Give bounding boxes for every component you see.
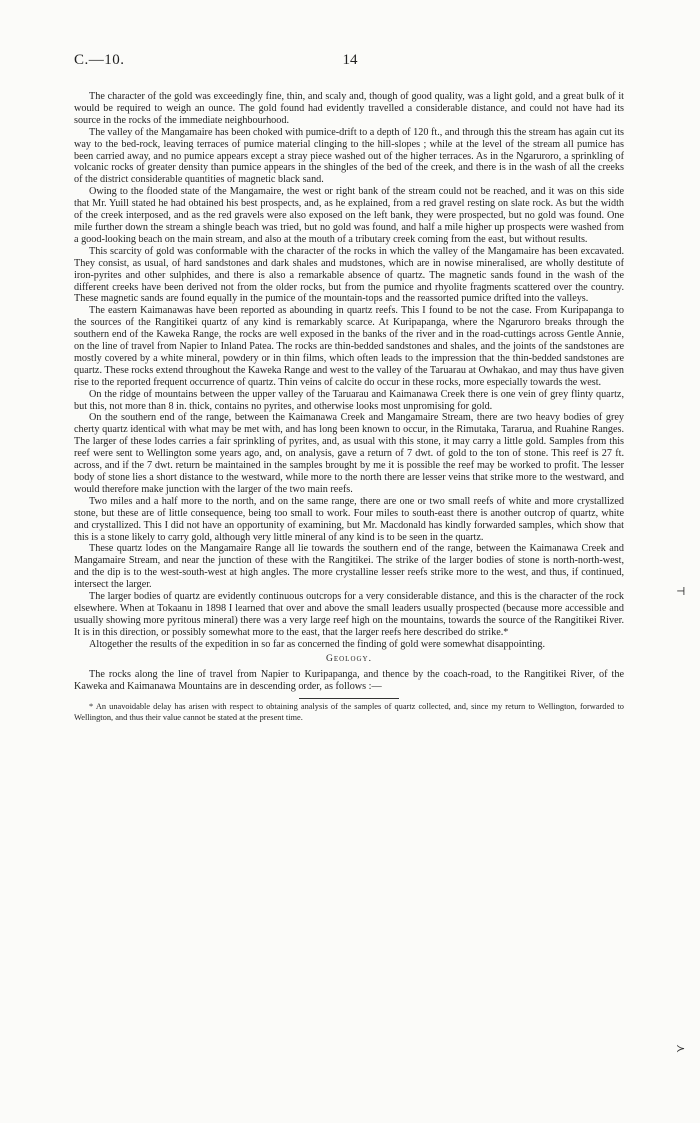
paragraph: Owing to the flooded state of the Mangamaire, the west or right bank of the stream could not be reached, and it was on this side that Mr. Yuill stated he had obtained his best prospects, and, as he explained, from a red gravel resting on slate rock. As but the width of the creek interposed, and as the red gravels were also exposed on the left bank, they were prospected, but no gold was found. One mile further down the stream a shingle beach was tried, but no gold was found, and half a mile higher up prospects were washed from a good-looking beach on the main stream, and also at the mouth of a tributary creek coming from the east, but without results. xyxy=(74,186,624,245)
page-number: 14 xyxy=(342,52,358,68)
paragraph: Altogether the results of the expedition in so far as concerned the finding of gold were somewhat disappointing. xyxy=(89,638,546,650)
paragraph: On the southern end of the range, between the Kaimanawa Creek and Mangamaire Stream, there are two heavy bodies of grey cherty quartz identical with what may be met with, and has long been known to occur, in the Rimutaka, Tararua, and Ruahine Ranges. The larger of these lodes carries a fair sprinkling of pyrites, and, as usual with this stone, it may carry a little gold. Samples from this reef were sent to Wellington some years ago, and, on analysis, gave a return of 7 dwt. of gold to the ton of stone. This reef is 27 ft. across, and if the 7 dwt. return be maintained in the samples brought by me it is possible the reef may be worked to profit. The lesser body of stone lies a short distance to the westward, while more to the north there are lesser veins that strike more to the westward, and would therefore make junction with the larger of the two main reefs. xyxy=(74,412,624,495)
footnote: * An unavoidable delay has arisen with respect to obtaining analysis of the samples of quartz collected, and, since my return to Wellington, forwarded to Wellington, and thus their value cannot be stated at the present time. xyxy=(74,702,624,722)
paragraph: This scarcity of gold was conformable with the character of the rocks in which the valley of the Mangamaire has been excavated. They consist, as usual, of hard sandstones and dark shales and mudstones, which are in nowise mineralised, are wholly destitute of iron-pyrites and other sulphides, and there is also a remarkable absence of quartz. The magnetic sands found in the wash of the different creeks have been derived not from the older rocks, but from the pumice and rhyolite fragments scattered over the country. These magnetic sands are found equally in the pumice of the mountain-tops and the reassorted pumice drifted into the valleys. xyxy=(74,245,624,305)
paragraph: The valley of the Mangamaire has been choked with pumice-drift to a depth of 120 ft., and through this the stream has again cut its way to the bed-rock, leaving terraces of pumice material clinging to the hill-slopes ; while at the level of the stream all pumice has been carried away, and no pumice appears except a stray piece washed out of the higher terraces. As in the Ngaruroro, a sprinkling of volcanic rocks of greater density than pumice appears in the shingles of the bed of the creek, and there is in the wash of all the creeks of the district considerable quantities of magnetic black sand. xyxy=(74,126,624,186)
document-reference: C.—10. xyxy=(74,52,125,68)
paragraph: Two miles and a half more to the north, and on the same range, there are one or two small reefs of white and more crystallized stone, but these are of little consequence, being too small to work. Four miles to south-east there is another outcrop of quartz, white and crystallized. This I did not have an opportunity of examining, but Mr. Macdonald has kindly forwarded samples, which show that this is a stone likely to carry gold, although very little mineral of any kind is to be seen in the quartz. xyxy=(74,495,624,543)
footnote-divider xyxy=(299,698,399,699)
paragraph: These quartz lodes on the Mangamaire Range all lie towards the southern end of the range, between the Kaimanawa Creek and Mangamaire Stream, and near the junction of these with the Rangitikei. The strike of the larger bodies of stone is north-north-west, and the dip is to the west-south-west at high angles. The more crystalline lesser reefs strike more to the west, and thus, if continued, intersect the larger. xyxy=(74,543,624,591)
section-heading: Geology. xyxy=(325,653,372,664)
paragraph: The eastern Kaimanawas have been reported as abounding in quartz reefs. This I found to be not the case. From Kuripapanga to the sources of the Rangitikei quartz of any kind is remarkably scarce. At Kuripapanga, where the Ngaruroro breaks through the southern end of the Kaweka Range, the rocks are well exposed in the banks of the river and in the road-cuttings across Gentle Annie, on the line of travel from Napier to Inland Patea. The rocks are thin-bedded sandstones and shales, and the joints of the sandstones are mostly covered by a white mineral, powdery or in thin films, which often leads to the impression that the thin-bedded sandstones are quartz. These rocks extend throughout the Kaweka Range and west to the valley of the Taruarau at Owhakao, and may thus have given rise to the reported frequent occurrence of quartz. Thin veins of calcite do occur in these rocks, more especially towards the west. xyxy=(74,305,624,388)
paragraph: On the ridge of mountains between the upper valley of the Taruarau and Kaimanawa Creek there is one vein of grey flinty quartz, but this, not more than 8 in. thick, contains no pyrites, and otherwise looks most unpromising for gold. xyxy=(74,388,624,412)
page-body xyxy=(74,91,624,723)
page-header xyxy=(74,52,626,74)
margin-mark: ⊣ xyxy=(676,586,686,598)
paragraph: The larger bodies of quartz are evidently continuous outcrops for a very considerable distance, and this is the character of the rock elsewhere. When at Tokaanu in 1898 I learned that over and above the small leaders usually prospected (because more accessible and usually showing more pyritous mineral) there was a very large reef high on the mountains, towards the source of the Rangitikei River. It is in this direction, or possibly somewhat more to the east, that the larger reefs here described do strike.* xyxy=(74,591,624,638)
margin-mark: ≻ xyxy=(676,1043,686,1055)
paragraph: The character of the gold was exceedingly fine, thin, and scaly and, though of good quality, was a light gold, and a great bulk of it would be required to weigh an ounce. The gold found had evidently travelled a considerable distance, and could not have had its source in the rocks of the immediate neighbourhood. xyxy=(74,91,624,126)
paragraph: The rocks along the line of travel from Napier to Kuripapanga, and thence by the coach-road, to the Rangitikei River, of the Kaweka and Kaimanawa Mountains are in descending order, as follows :— xyxy=(74,668,624,692)
